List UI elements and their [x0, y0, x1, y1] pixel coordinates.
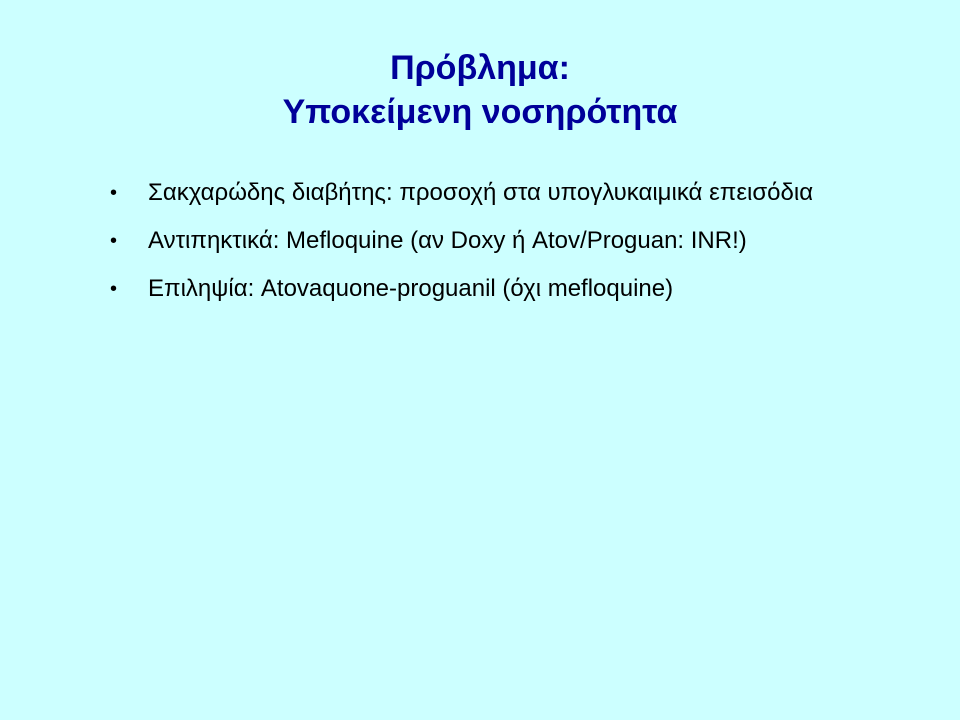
bullet-text: Σακχαρώδης διαβήτης: προσοχή στα υπογλυκαιμικά επεισόδια — [148, 179, 814, 206]
bullet-item — [110, 224, 940, 258]
title-line-1: Πρόβλημα: — [390, 49, 570, 87]
bullet-item — [110, 272, 940, 306]
bullet-text: Αντιπηκτικά: Mefloquine (αν Doxy ή Atov/Proguan: INR!) — [148, 227, 747, 254]
bullet-item — [110, 176, 940, 210]
bullet-icon: • — [110, 278, 118, 300]
bullet-icon: • — [110, 182, 118, 204]
bullet-list — [110, 176, 940, 320]
bullet-icon: • — [110, 230, 118, 252]
bullet-text: Επιληψία: Atovaquone-proguanil (όχι mefloquine) — [148, 275, 674, 302]
slide-title — [0, 46, 960, 134]
title-line-2: Υποκείμενη νοσηρότητα — [282, 93, 678, 131]
